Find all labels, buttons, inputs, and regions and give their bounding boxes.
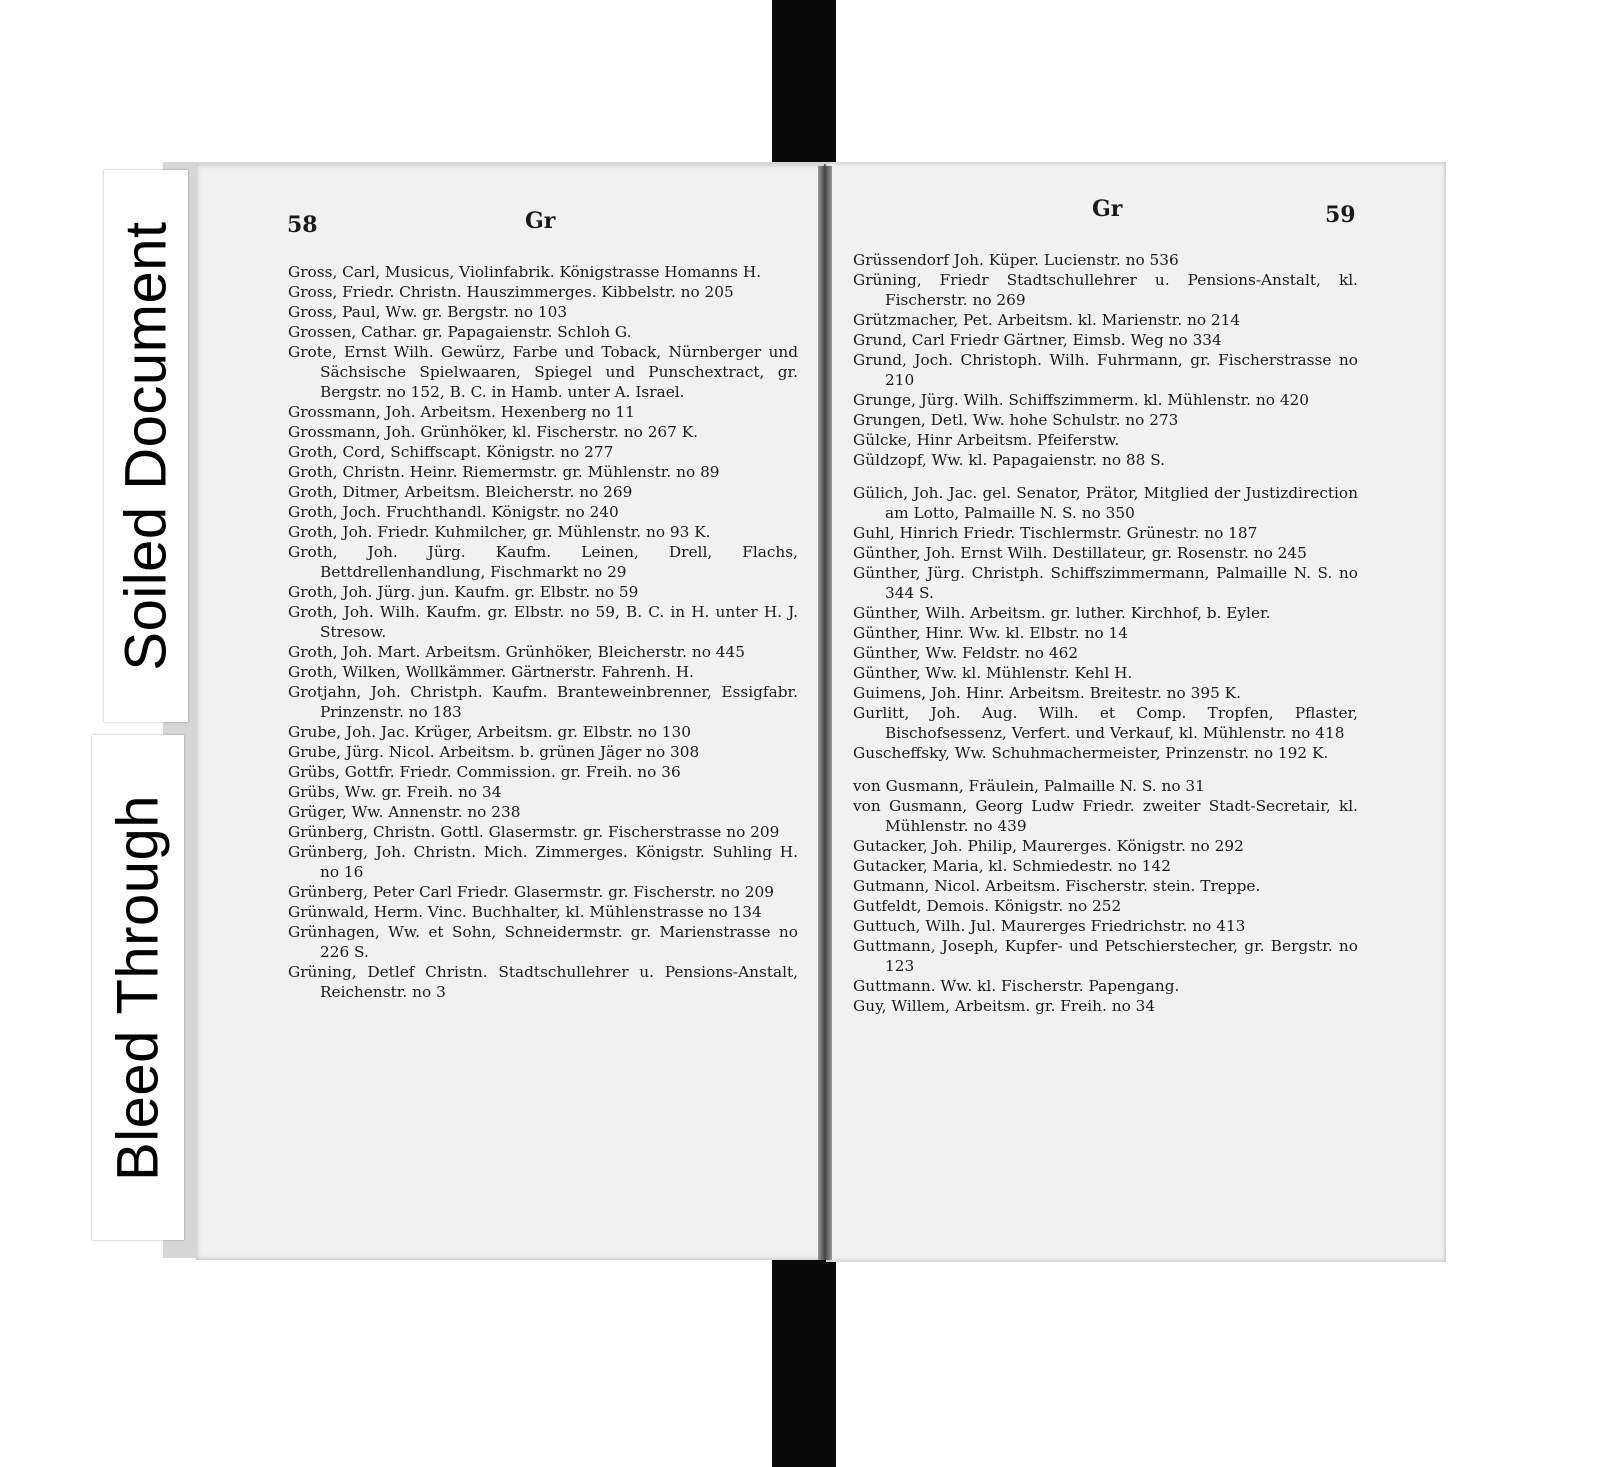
directory-entry: Günther, Jürg. Christph. Schiffszimmermann, Palmaille N. S. no 344 S. (853, 564, 1358, 602)
directory-entry: Groth, Christn. Heinr. Riemermstr. gr. Mühlenstr. no 89 (288, 463, 720, 481)
directory-entry: Groth, Ditmer, Arbeitsm. Bleicherstr. no 269 (288, 483, 633, 501)
directory-entry: Gross, Paul, Ww. gr. Bergstr. no 103 (288, 303, 568, 321)
directory-entry: Grützmacher, Pet. Arbeitsm. kl. Marienstr. no 214 (853, 311, 1241, 329)
directory-entry: Guttuch, Wilh. Jul. Maurerges Friedrichstr. no 413 (853, 917, 1246, 935)
directory-entry: Grünberg, Christn. Gottl. Glasermstr. gr. Fischerstrasse no 209 (288, 823, 780, 841)
directory-entry: Grübs, Ww. gr. Freih. no 34 (288, 783, 502, 801)
directory-entry: Grube, Jürg. Nicol. Arbeitsm. b. grünen Jäger no 308 (288, 743, 700, 761)
directory-entry: Gülich, Joh. Jac. gel. Senator, Prätor, Mitglied der Justizdirection am Lotto, Palmaille N. S. no 350 (853, 484, 1358, 522)
directory-entry: Gurlitt, Joh. Aug. Wilh. et Comp. Tropfen, Pflaster, Bischofsessenz, Verfert. und Verkauf, kl. Mühlenstr. no 418 (853, 704, 1358, 742)
directory-entry: Grungen, Detl. Ww. hohe Schulstr. no 273 (853, 411, 1179, 429)
directory-entry: Guscheffsky, Ww. Schuhmachermeister, Prinzenstr. no 192 K. (853, 744, 1329, 762)
directory-entry: von Gusmann, Fräulein, Palmaille N. S. no 31 (853, 777, 1205, 795)
directory-entry: Grünwald, Herm. Vinc. Buchhalter, kl. Mühlenstrasse no 134 (288, 903, 762, 921)
directory-entry: Grüssendorf Joh. Küper. Lucienstr. no 536 (853, 251, 1179, 269)
directory-entry: Günther, Ww. kl. Mühlenstr. Kehl H. (853, 664, 1133, 682)
directory-entry: Groth, Joh. Mart. Arbeitsm. Grünhöker, Bleicherstr. no 445 (288, 643, 745, 661)
directory-entry: Güldzopf, Ww. kl. Papagaienstr. no 88 S. (853, 451, 1166, 469)
directory-entry: Guttmann, Joseph, Kupfer- und Petschierstecher, gr. Bergstr. no 123 (853, 937, 1358, 975)
directory-entry: Grossmann, Joh. Grünhöker, kl. Fischerstr. no 267 K. (288, 423, 699, 441)
directory-entry: Groth, Joh. Jürg. jun. Kaufm. gr. Elbstr. no 59 (288, 583, 639, 601)
directory-entry: Groth, Cord, Schiffscapt. Königstr. no 277 (288, 443, 614, 461)
directory-entry: Grunge, Jürg. Wilh. Schiffszimmerm. kl. Mühlenstr. no 420 (853, 391, 1310, 409)
bleed-through-label (92, 735, 184, 1240)
left-page-header: Gr (525, 208, 556, 234)
directory-entry: von Gusmann, Georg Ludw Friedr. zweiter Stadt-Secretair, kl. Mühlenstr. no 439 (853, 797, 1358, 835)
directory-entry: Guimens, Joh. Hinr. Arbeitsm. Breitestr. no 395 K. (853, 684, 1241, 702)
directory-entry: Groth, Joch. Fruchthandl. Königstr. no 240 (288, 503, 619, 521)
spine-strip-top (772, 0, 836, 172)
soiled-document-label (104, 170, 188, 722)
directory-entry: Grossen, Cathar. gr. Papagaienstr. Schloh G. (288, 323, 632, 341)
left-page-number: 58 (287, 212, 318, 238)
bleed-through-text: Bleed Through (105, 794, 171, 1181)
right-page-header: Gr (1092, 196, 1123, 222)
directory-entry: Groth, Wilken, Wollkämmer. Gärtnerstr. Fahrenh. H. (288, 663, 695, 681)
directory-entry: Grübs, Gottfr. Friedr. Commission. gr. Freih. no 36 (288, 763, 681, 781)
spine-strip-bottom (772, 1248, 836, 1467)
directory-entry: Groth, Joh. Wilh. Kaufm. gr. Elbstr. no 59, B. C. in H. unter H. J. Stresow. (288, 603, 798, 641)
directory-entry: Grotjahn, Joh. Christph. Kaufm. Branteweinbrenner, Essigfabr. Prinzenstr. no 183 (288, 683, 798, 721)
book-gutter (818, 166, 832, 1260)
soiled-document-text: Soiled Document (113, 221, 179, 671)
directory-entry: Groth, Joh. Friedr. Kuhmilcher, gr. Mühlenstr. no 93 K. (288, 523, 711, 541)
directory-entry: Grünberg, Peter Carl Friedr. Glasermstr. gr. Fischerstr. no 209 (288, 883, 774, 901)
directory-entry: Gross, Carl, Musicus, Violinfabrik. Königstrasse Homanns H. (288, 263, 762, 281)
directory-entry: Grote, Ernst Wilh. Gewürz, Farbe und Toback, Nürnberger und Sächsische Spielwaaren, Spiegel und Punschextract, gr. Bergstr. no 152, B. C. in Hamb. unter A. Israel. (288, 343, 798, 401)
directory-entry: Grund, Carl Friedr Gärtner, Eimsb. Weg no 334 (853, 331, 1222, 349)
directory-entry: Grube, Joh. Jac. Krüger, Arbeitsm. gr. Elbstr. no 130 (288, 723, 692, 741)
directory-entry: Günther, Hinr. Ww. kl. Elbstr. no 14 (853, 624, 1128, 642)
directory-entry: Grüning, Friedr Stadtschullehrer u. Pensions-Anstalt, kl. Fischerstr. no 269 (853, 271, 1358, 309)
right-entry-list (853, 250, 1358, 1016)
directory-entry: Gutmann, Nicol. Arbeitsm. Fischerstr. stein. Treppe. (853, 877, 1261, 895)
directory-entry: Grünhagen, Ww. et Sohn, Schneidermstr. gr. Marienstrasse no 226 S. (288, 923, 798, 961)
directory-entry: Gutfeldt, Demois. Königstr. no 252 (853, 897, 1122, 915)
directory-entry: Gülcke, Hinr Arbeitsm. Pfeiferstw. (853, 431, 1120, 449)
directory-entry: Günther, Wilh. Arbeitsm. gr. luther. Kirchhof, b. Eyler. (853, 604, 1271, 622)
directory-entry: Grüning, Detlef Christn. Stadtschullehrer u. Pensions-Anstalt, Reichenstr. no 3 (288, 963, 798, 1001)
directory-entry: Grüger, Ww. Annenstr. no 238 (288, 803, 521, 821)
directory-entry: Gutacker, Maria, kl. Schmiedestr. no 142 (853, 857, 1171, 875)
directory-entry: Gutacker, Joh. Philip, Maurerges. Königstr. no 292 (853, 837, 1244, 855)
directory-entry: Guy, Willem, Arbeitsm. gr. Freih. no 34 (853, 997, 1156, 1015)
directory-entry: Guhl, Hinrich Friedr. Tischlermstr. Grünestr. no 187 (853, 524, 1258, 542)
directory-entry: Groth, Joh. Jürg. Kaufm. Leinen, Drell, Flachs, Bettdrellenhandlung, Fischmarkt no 29 (288, 543, 798, 581)
left-entry-list (288, 262, 798, 1002)
directory-entry: Grossmann, Joh. Arbeitsm. Hexenberg no 11 (288, 403, 635, 421)
directory-entry: Grünberg, Joh. Christn. Mich. Zimmerges. Königstr. Suhling H. no 16 (288, 843, 798, 881)
directory-entry: Gross, Friedr. Christn. Hauszimmerges. Kibbelstr. no 205 (288, 283, 734, 301)
directory-entry: Guttmann. Ww. kl. Fischerstr. Papengang. (853, 977, 1180, 995)
right-page-number: 59 (1325, 202, 1356, 228)
directory-entry: Günther, Joh. Ernst Wilh. Destillateur, gr. Rosenstr. no 245 (853, 544, 1307, 562)
directory-entry: Grund, Joch. Christoph. Wilh. Fuhrmann, gr. Fischerstrasse no 210 (853, 351, 1358, 389)
directory-entry: Günther, Ww. Feldstr. no 462 (853, 644, 1079, 662)
